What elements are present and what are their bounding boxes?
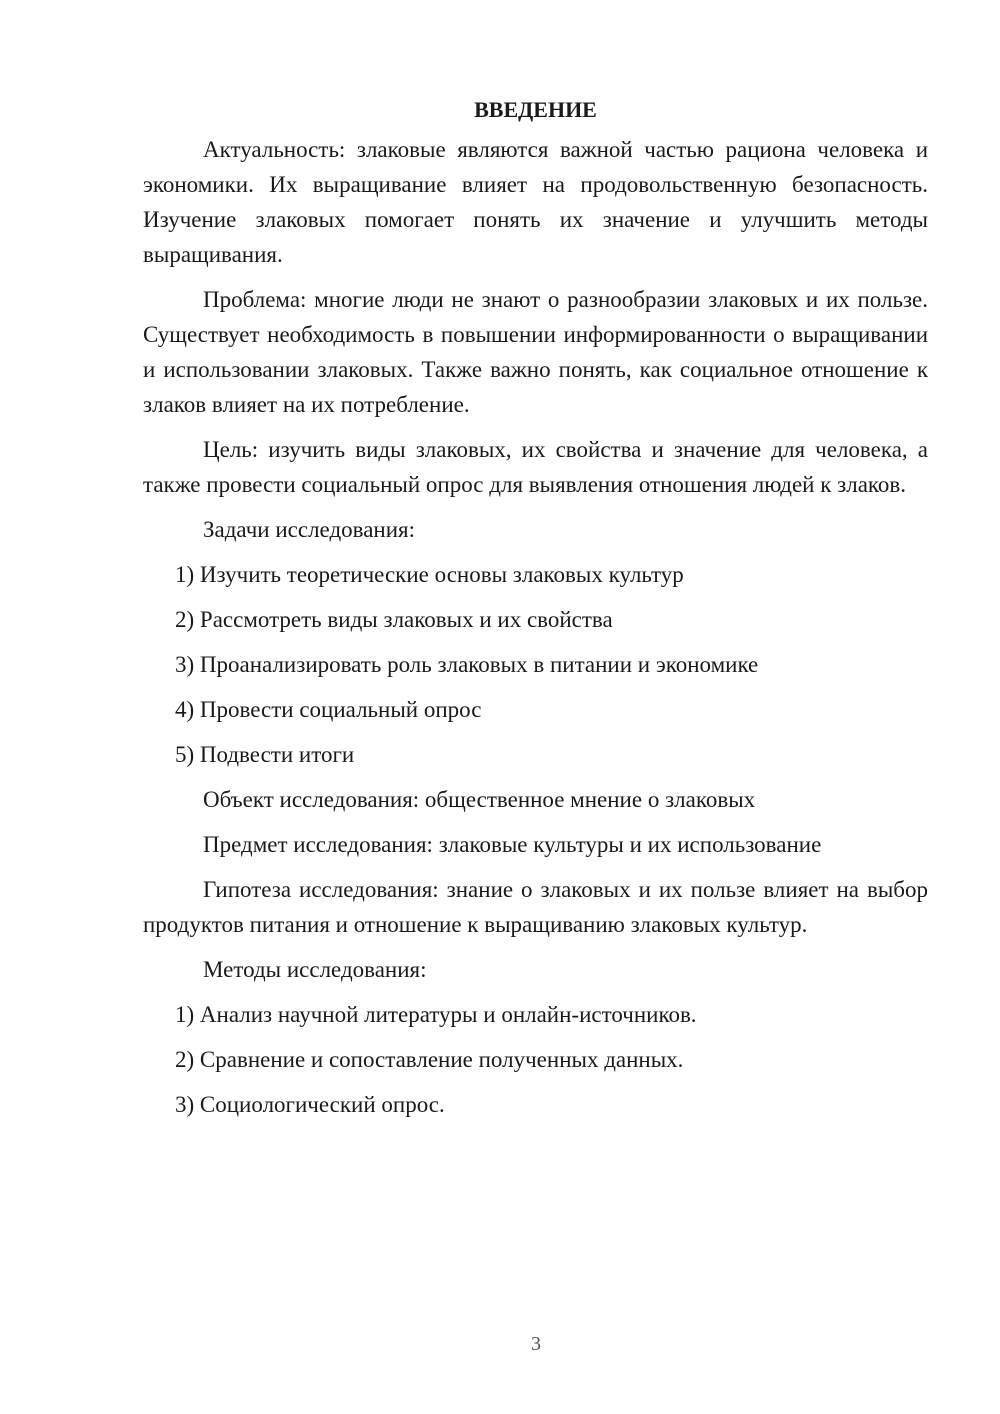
problem-paragraph: Проблема: многие люди не знают о разнообразии злаковых и их пользе. Существует необходимость в повышении информированности о выращивании и использовании злаковых. Также важно понять, как социальное отношение к злаков влияет на их потребление. — [143, 287, 928, 417]
task-item: 4) Провести социальный опрос — [175, 697, 482, 722]
tasks-heading: Задачи исследования: — [203, 517, 416, 542]
object-line: Объект исследования: общественное мнение о злаковых — [203, 787, 756, 812]
task-item: 5) Подвести итоги — [175, 742, 355, 767]
task-item: 1) Изучить теоретические основы злаковых культур — [175, 562, 684, 587]
page-number: 3 — [531, 1333, 541, 1355]
method-item: 2) Сравнение и сопоставление полученных данных. — [175, 1047, 684, 1072]
method-item: 1) Анализ научной литературы и онлайн-источников. — [175, 1002, 697, 1027]
section-title: ВВЕДЕНИЕ — [474, 97, 597, 122]
hypothesis-paragraph: Гипотеза исследования: знание о злаковых и их пользе влияет на выбор продуктов питания и отношение к выращиванию злаковых культур. — [143, 877, 928, 937]
page-content — [143, 92, 928, 1132]
task-item: 2) Рассмотреть виды злаковых и их свойства — [175, 607, 613, 632]
relevance-paragraph: Актуальность: злаковые являются важной частью рациона человека и экономики. Их выращивание влияет на продовольственную безопасность. Изучение злаковых помогает понять их значение и улучшить методы выращивания. — [143, 137, 928, 267]
methods-heading: Методы исследования: — [203, 957, 427, 982]
task-item: 3) Проанализировать роль злаковых в питании и экономике — [175, 652, 759, 677]
subject-line: Предмет исследования: злаковые культуры и их использование — [203, 832, 822, 857]
goal-paragraph: Цель: изучить виды злаковых, их свойства и значение для человека, а также провести социальный опрос для выявления отношения людей к злаков. — [143, 437, 928, 497]
method-item: 3) Социологический опрос. — [175, 1092, 445, 1117]
